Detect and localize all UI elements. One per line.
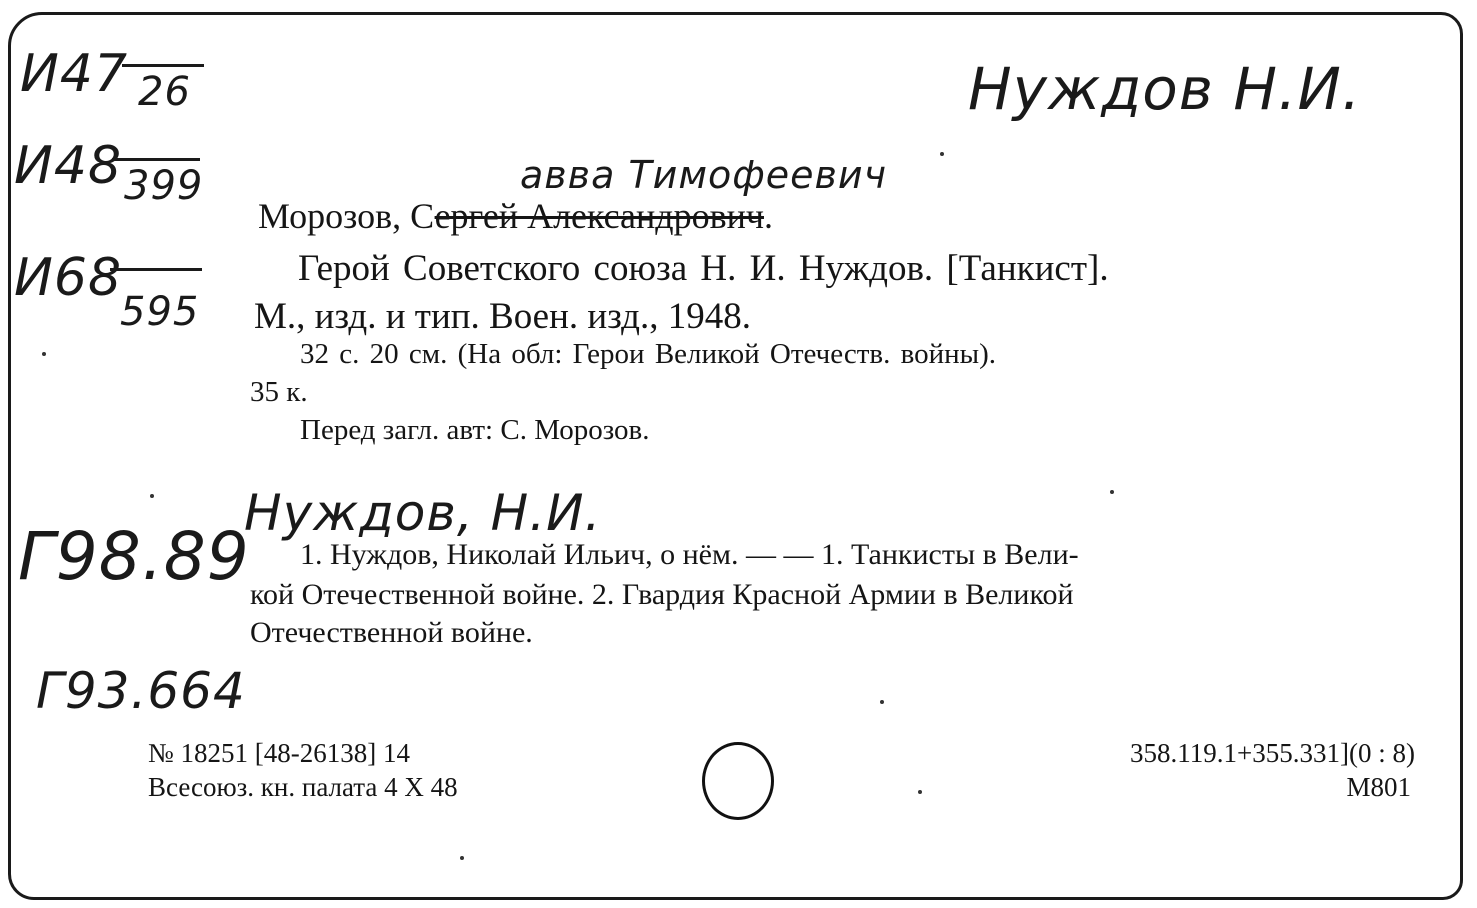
footer-udc-code: 358.119.1+355.331](0 : 8)	[1130, 738, 1415, 768]
shelfmark-3-bar	[110, 268, 202, 271]
shelfmark-2-right: 399	[124, 163, 204, 209]
author-prefix: Морозов, С	[258, 196, 435, 236]
shelfmark-2-left: И48	[14, 136, 123, 196]
shelfmark-1-bar	[122, 64, 204, 67]
footer-chamber-date: Всесоюз. кн. палата 4 X 48	[148, 772, 458, 802]
speck	[42, 352, 46, 356]
footer-cutter-number: М801	[1346, 772, 1411, 802]
entry-subjects-line-2: кой Отечественной войне. 2. Гвардия Красной Армии в Великой	[250, 578, 1074, 611]
entry-subjects-line-3: Отечественной войне.	[250, 616, 533, 649]
entry-collation-line-2: 35 к.	[250, 376, 308, 408]
entry-title-line-2: М., изд. и тип. Воен. изд., 1948.	[254, 296, 751, 337]
speck	[150, 494, 154, 498]
handwritten-subject-annotation: Нуждов, Н.И.	[244, 484, 602, 542]
speck	[880, 700, 884, 704]
entry-subjects-line-1: 1. Нуждов, Николай Ильич, о нём. — — 1. Танкисты в Вели-	[300, 538, 1079, 571]
shelfmark-1-left: И47	[20, 44, 129, 104]
shelfmark-3-left: И68	[14, 248, 123, 308]
speck	[940, 152, 944, 156]
entry-collation-line-1: 32 с. 20 см. (На обл: Герои Великой Отечеств. войны).	[300, 338, 997, 370]
shelfmark-3-right: 595	[120, 289, 200, 335]
handwritten-class-code-1: Г98.89	[18, 518, 250, 595]
speck	[460, 856, 464, 860]
author-struck-name: ергей Александрович	[434, 196, 764, 236]
handwritten-heading: Нуждов Н.И.	[968, 55, 1362, 123]
punch-hole-circle	[702, 742, 774, 820]
speck	[918, 790, 922, 794]
entry-note: Перед загл. авт: С. Морозов.	[300, 414, 650, 446]
handwritten-class-code-2: Г93.664	[36, 662, 246, 720]
shelfmark-1-right: 26	[138, 69, 191, 115]
entry-title-line-1: Герой Советского союза Н. И. Нуждов. [Танкист].	[298, 248, 1109, 289]
footer-registration-number: № 18251 [48-26138] 14	[148, 738, 410, 768]
shelfmark-2-bar	[112, 158, 200, 161]
speck	[1110, 490, 1114, 494]
handwritten-name-correction: авва Тимофеевич	[520, 153, 888, 197]
entry-author	[258, 198, 773, 234]
author-suffix: .	[763, 196, 773, 236]
